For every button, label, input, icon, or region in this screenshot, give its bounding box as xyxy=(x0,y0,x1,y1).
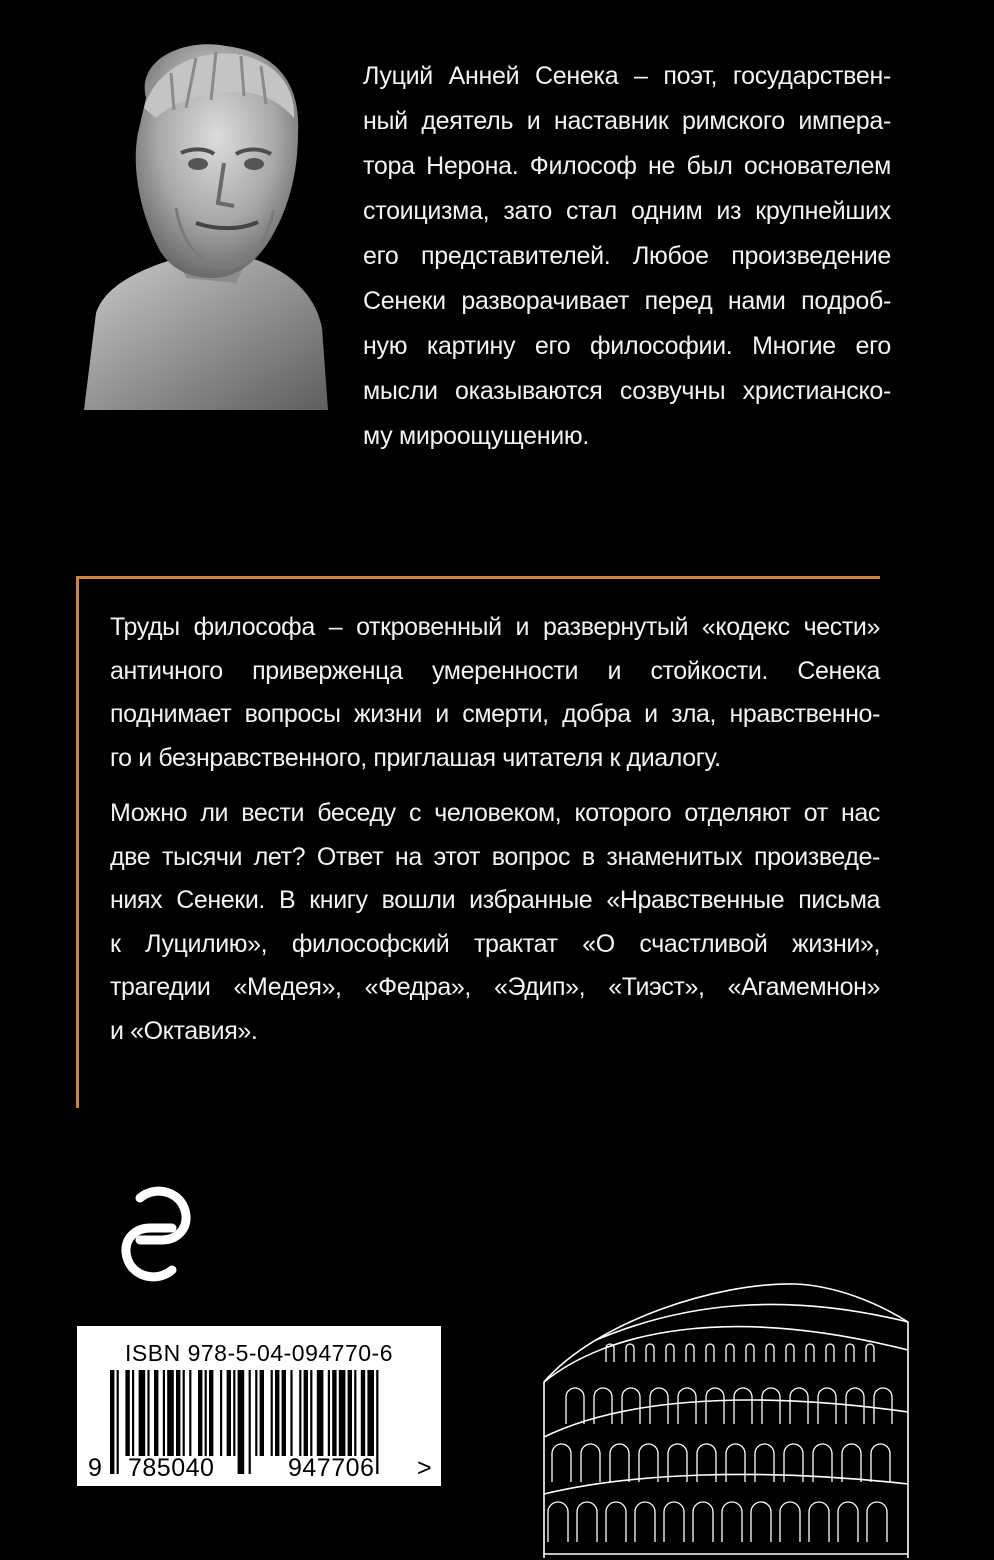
barcode-bar xyxy=(147,1370,149,1456)
barcode-bar xyxy=(310,1370,312,1456)
author-description xyxy=(363,54,891,459)
barcode-bar xyxy=(198,1370,202,1456)
colosseum-arch xyxy=(809,1502,829,1542)
works-line: ниях Сенеки. В книгу вошли избранные «Нравственные письма xyxy=(110,886,880,914)
colosseum-arch xyxy=(594,1388,612,1424)
barcode-bar xyxy=(176,1370,180,1456)
colosseum-arch xyxy=(846,1344,854,1362)
colosseum-arch xyxy=(635,1502,655,1542)
colosseum-arch xyxy=(806,1344,814,1362)
works-paragraph-2 xyxy=(110,792,880,1053)
author-line: ную картину его философии. Многие его xyxy=(363,332,891,360)
barcode-bar xyxy=(354,1370,356,1456)
barcode-bar xyxy=(238,1370,245,1474)
works-line: поднимает вопросы жизни и смерти, добра и зла, нравственно- xyxy=(110,700,880,728)
frame-left-line xyxy=(76,576,79,1108)
works-line: Можно ли вести беседу с человеком, которого отделяют от нас xyxy=(110,799,880,827)
works-line: го и безнравственного, приглашая читателя к диалогу. xyxy=(110,743,721,772)
barcode-bar xyxy=(290,1370,292,1456)
colosseum-arch xyxy=(751,1502,771,1542)
barcode-bar xyxy=(332,1370,336,1456)
barcode-bar xyxy=(227,1370,231,1456)
colosseum-arch xyxy=(734,1388,752,1424)
colosseum-arch xyxy=(606,1502,626,1542)
colosseum-arch xyxy=(867,1502,887,1542)
barcode-bar xyxy=(139,1370,146,1456)
barcode-bar xyxy=(376,1370,378,1474)
works-line: две тысячи лет? Ответ на этот вопрос в знаменитых произведе- xyxy=(110,842,880,871)
colosseum-arch xyxy=(646,1344,654,1362)
barcode-digits-right: 947706 xyxy=(288,1454,375,1482)
colosseum-arch xyxy=(666,1344,674,1362)
barcode-bar xyxy=(275,1370,279,1456)
isbn-label: ISBN 978-5-04-094770-6 xyxy=(125,1340,393,1366)
barcode-bar xyxy=(339,1370,346,1456)
barcode-bar xyxy=(249,1370,251,1474)
author-line: стоицизма, зато стал одним из крупнейших xyxy=(363,197,891,225)
works-line: и «Октавия». xyxy=(110,1016,258,1045)
author-line: Луций Анней Сенека – поэт, государствен- xyxy=(363,62,891,90)
colosseum-arch xyxy=(577,1502,597,1542)
barcode-bar xyxy=(167,1370,174,1456)
barcode-bar xyxy=(233,1370,235,1456)
works-paragraph-1 xyxy=(110,606,880,780)
barcode-bar xyxy=(260,1370,264,1456)
colosseum-arch xyxy=(726,1344,734,1362)
barcode-bar xyxy=(255,1370,257,1456)
barcode-bar xyxy=(205,1370,207,1456)
colosseum-arch xyxy=(786,1344,794,1362)
author-line: ный деятель и наставник римского импера- xyxy=(363,107,891,135)
seneca-bust-image xyxy=(76,38,338,410)
barcode-bar xyxy=(117,1370,119,1474)
colosseum-arch xyxy=(755,1444,774,1482)
works-line: трагедии «Медея», «Федра», «Эдип», «Тиэст», «Агамемнон» xyxy=(110,973,880,1001)
colosseum-arch xyxy=(693,1502,713,1542)
barcode-bar xyxy=(317,1370,324,1456)
colosseum-arch xyxy=(581,1444,600,1482)
colosseum-arch xyxy=(552,1444,571,1482)
works-line: Труды философа – откровенный и развернутый «кодекс чести» xyxy=(110,613,880,641)
colosseum-illustration xyxy=(536,1262,916,1560)
colosseum-arch xyxy=(746,1344,754,1362)
barcode-bar xyxy=(189,1370,191,1456)
colosseum-arch xyxy=(626,1344,634,1362)
colosseum-arch xyxy=(826,1344,834,1362)
barcode-bar xyxy=(125,1370,129,1456)
barcode-bar xyxy=(183,1370,185,1456)
colosseum-arch xyxy=(706,1388,724,1424)
barcode-arrow: > xyxy=(417,1454,433,1482)
barcode-bar xyxy=(282,1370,286,1456)
colosseum-arch xyxy=(706,1344,714,1362)
colosseum-arch xyxy=(818,1388,836,1424)
barcode-digits-left: 785040 xyxy=(128,1454,215,1482)
colosseum-arch xyxy=(610,1444,629,1482)
barcode-bar xyxy=(299,1370,301,1456)
colosseum-arch xyxy=(871,1444,890,1482)
barcode-bar xyxy=(361,1370,365,1456)
colosseum-arch xyxy=(842,1444,861,1482)
isbn-barcode xyxy=(77,1326,441,1486)
barcode-bar xyxy=(110,1370,114,1474)
colosseum-arch xyxy=(766,1344,774,1362)
barcode-bar xyxy=(367,1370,374,1456)
barcode-bar xyxy=(163,1370,165,1456)
barcode-bar xyxy=(209,1370,213,1456)
colosseum-arch xyxy=(838,1502,858,1542)
author-line: тора Нерона. Философ не был основателем xyxy=(363,152,891,180)
barcode-bar xyxy=(271,1370,273,1456)
works-line: к Луцилию», философский трактат «О счастливой жизни», xyxy=(110,929,880,958)
colosseum-arch xyxy=(548,1502,568,1542)
colosseum-arch xyxy=(639,1444,658,1482)
author-line: Сенеки разворачивает перед нами подроб- xyxy=(363,287,891,315)
colosseum-arch xyxy=(664,1502,684,1542)
colosseum-arch xyxy=(686,1344,694,1362)
colosseum-arch xyxy=(566,1388,584,1424)
colosseum-arch xyxy=(780,1502,800,1542)
author-line: мысли оказываются созвучны христианско- xyxy=(363,377,891,405)
colosseum-arch xyxy=(697,1444,716,1482)
works-line: античного приверженца умеренности и стойкости. Сенека xyxy=(110,656,880,685)
colosseum-arch xyxy=(722,1502,742,1542)
frame-top-line xyxy=(76,576,880,579)
colosseum-arch xyxy=(622,1388,640,1424)
barcode-bar xyxy=(304,1370,308,1456)
author-line: му мироощущению. xyxy=(363,422,589,450)
colosseum-arch xyxy=(678,1388,696,1424)
colosseum-arch xyxy=(762,1388,780,1424)
barcode-digit-first: 9 xyxy=(88,1454,103,1482)
author-line: его представителей. Любое произведение xyxy=(363,242,891,270)
barcode-bar xyxy=(132,1370,134,1456)
colosseum-arch xyxy=(866,1344,874,1362)
barcode-bar xyxy=(328,1370,330,1456)
barcode-bar xyxy=(348,1370,352,1456)
barcode-bar xyxy=(154,1370,158,1456)
barcode-bar xyxy=(220,1370,222,1456)
colosseum-arch xyxy=(790,1388,808,1424)
colosseum-arch xyxy=(726,1444,745,1482)
eksmo-logo-icon xyxy=(118,1186,194,1282)
colosseum-arch xyxy=(874,1388,892,1424)
